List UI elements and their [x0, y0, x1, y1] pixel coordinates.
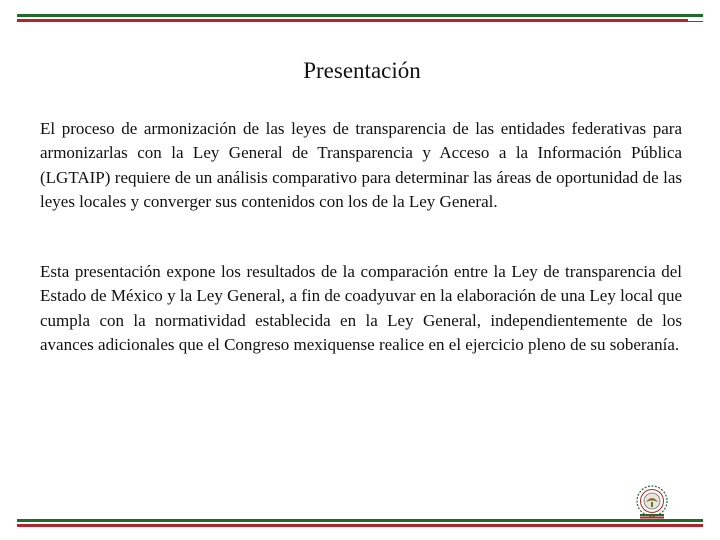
senate-seal-icon [634, 484, 670, 520]
bottom-red-stripe [17, 524, 703, 527]
bottom-stripe-band [17, 519, 703, 527]
summary-paragraph: Esta presentación expone los resultados de la comparación entre la Ley de transparencia del Estado de México y la Ley General, a fin de coadyuvar en la elaboración de una Ley local que cumpla con la normatividad establecida en la Ley General, independientemente de los avances adicionales que el Congreso mexiquense realice en el ejercicio pleno de su soberanía. [40, 262, 682, 354]
top-red-stripe [17, 19, 703, 22]
intro-paragraph: El proceso de armonización de las leyes de transparencia de las entidades federativas para armonizarlas con la Ley General de Transparencia y Acceso a la Información Pública (LGTAIP) requiere de un análisis comparativo para determinar las áreas de oportunidad de las leyes locales y converger sus contenidos con los de la Ley General. [40, 119, 682, 211]
top-stripe-band [17, 14, 703, 22]
page-title: Presentación [303, 58, 421, 83]
top-stripe-notch [688, 19, 703, 21]
